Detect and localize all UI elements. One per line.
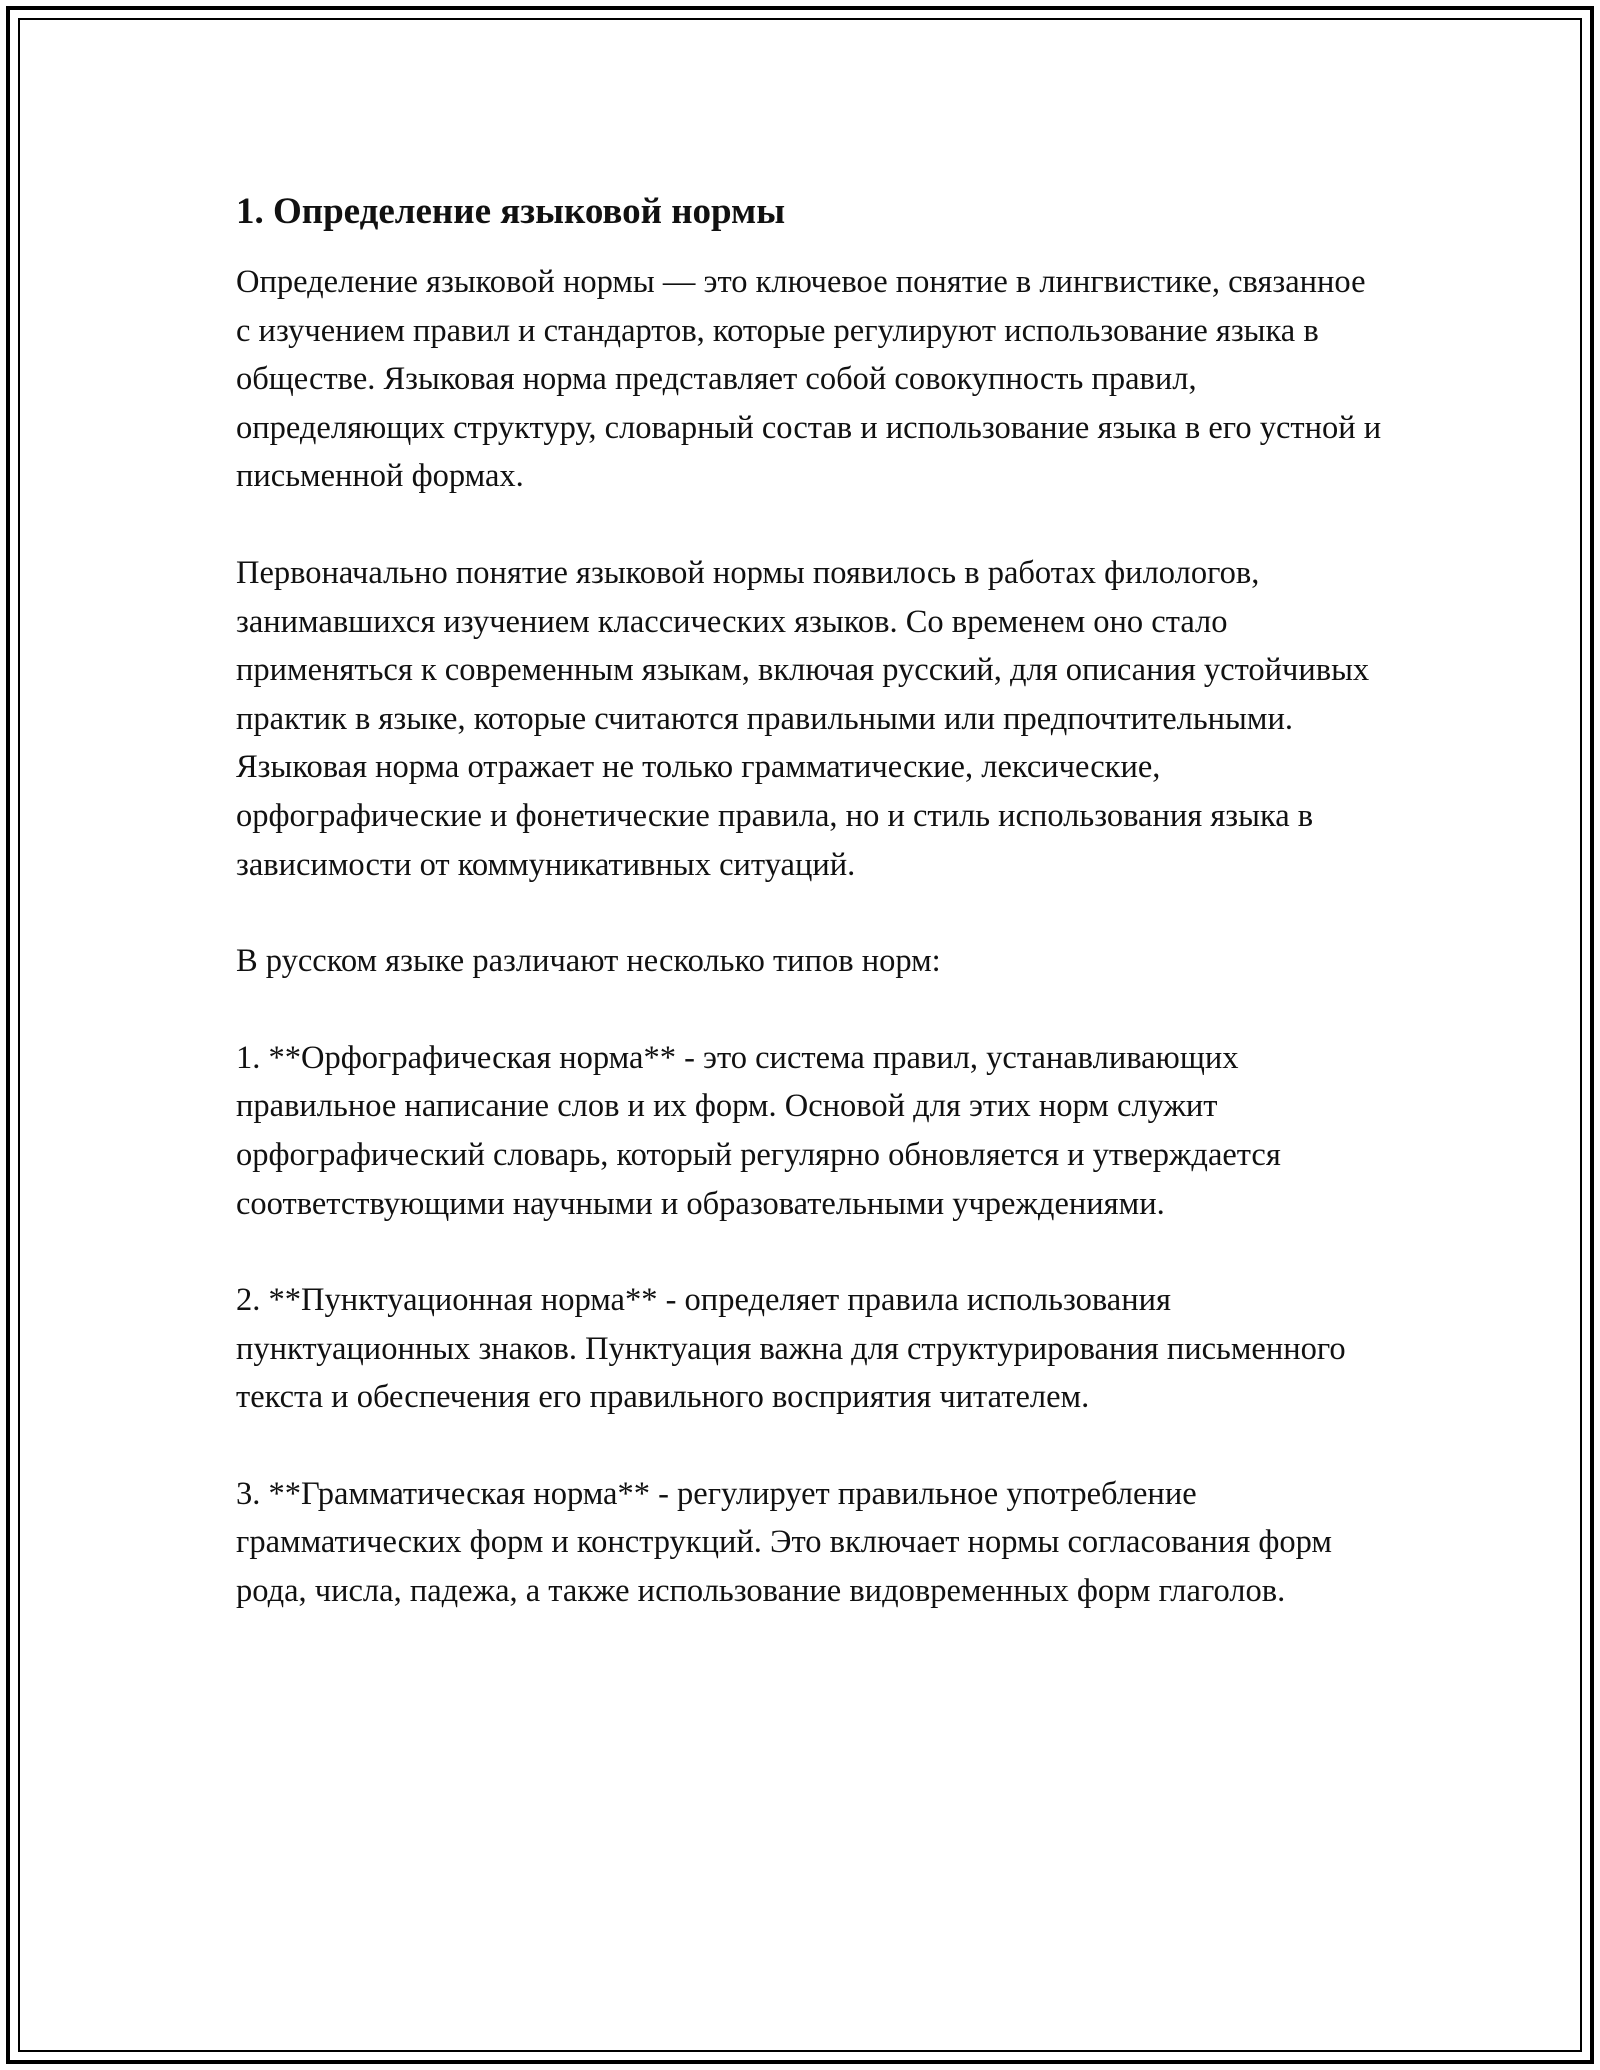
paragraph-orthographic-norm: 1. **Орфографическая норма** - это система правил, устанавливающих правильное написание слов и их форм. Основой для этих норм служит орфографический словарь, который регулярно обновляется и утверждается соответствующими научными и образовательными учреждениями. — [236, 1039, 1281, 1222]
paragraph-types-intro: В русском языке различают несколько типов норм: — [236, 943, 941, 980]
document-body — [236, 188, 1386, 1664]
section-heading: 1. Определение языковой нормы — [236, 191, 786, 232]
paragraph-definition: Определение языковой нормы — это ключевое понятие в лингвистике, связанное с изучением правил и стандартов, которые регулируют использование языка в обществе. Языковая норма представляет собой совокупность правил, определяющих структуру, словарный состав и использование языка в его устной и письменной формах. — [236, 264, 1382, 495]
paragraph-history: Первоначально понятие языковой нормы появилось в работах филологов, занимавшихся изучением классических языков. Со временем оно стало применяться к современным языкам, включая русский, для описания устойчивых практик в языке, которые считаются правильными или предпочтительными. Языковая норма отражает не только грамматические, лексические, орфографические и фонетические правила, но и стиль использования языка в зависимости от коммуникативных ситуаций. — [236, 554, 1370, 883]
paragraph-grammatical-norm: 3. **Грамматическая норма** - регулирует правильное употребление грамматических форм и конструкций. Это включает нормы согласования форм рода, числа, падежа, а также использование видовременных форм глаголов. — [236, 1475, 1332, 1610]
paragraph-punctuation-norm: 2. **Пунктуационная норма** - определяет правила использования пунктуационных знаков. Пунктуация важна для структурирования письменного текста и обеспечения его правильного восприятия читателем. — [236, 1282, 1346, 1416]
